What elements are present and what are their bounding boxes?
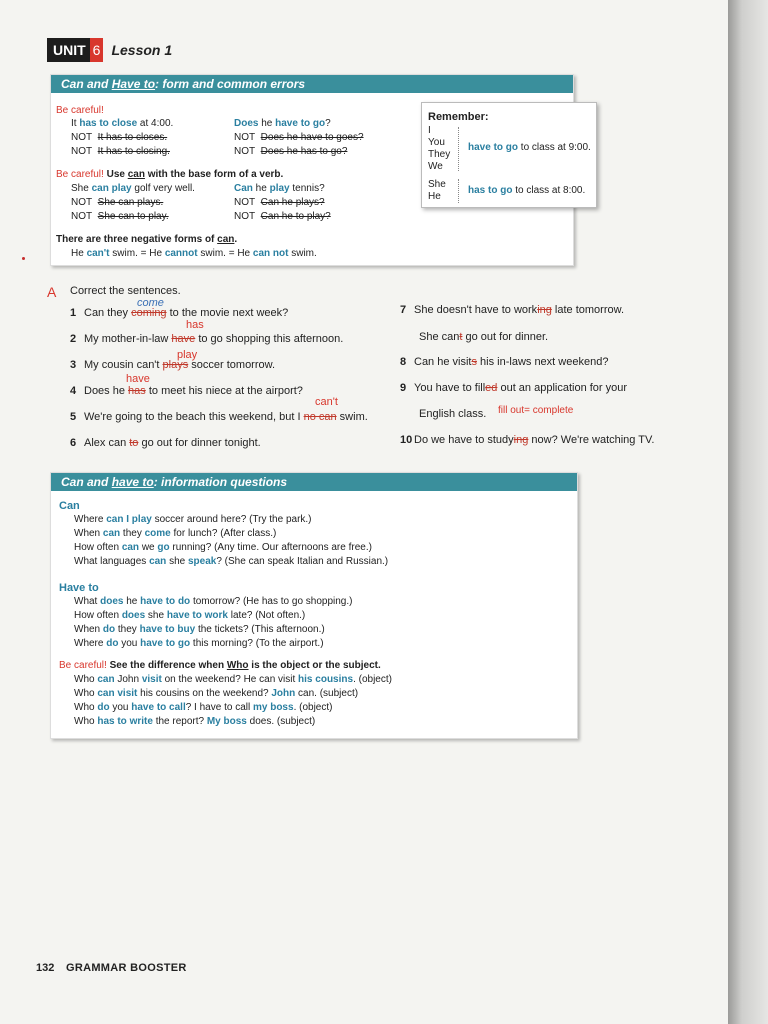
unit-label-box xyxy=(47,38,90,62)
example-has-to-close: It has to close at 4:00. xyxy=(71,118,174,129)
who-example-2: Who can visit his cousins on the weekend? John can. (subject) xyxy=(74,688,359,699)
error-closes: NOT It has to closes. xyxy=(71,132,168,143)
exercise-item-4: 4 Does he has to meet his niece at the airport? xyxy=(70,385,303,397)
who-rule: Be careful! See the difference when Who is the object or the subject. xyxy=(59,660,381,671)
remember-title: Remember: xyxy=(428,111,489,123)
exercise-item-10: 10 Do we have to studying now? We're watching TV. xyxy=(400,434,655,446)
remember-divider xyxy=(458,179,459,203)
have-to-question-2: How often does she have to work late? (Not often.) xyxy=(74,610,306,621)
error-can-he-plays: NOT Can he plays? xyxy=(234,197,325,208)
exercise-item-2: 2 My mother-in-law have to go shopping this afternoon. xyxy=(70,333,344,345)
error-has-to-go: NOT Does he has to go? xyxy=(234,146,348,157)
handwritten-fix-3: play xyxy=(177,349,198,361)
have-to-question-3: When do they have to buy the tickets? (This afternoon.) xyxy=(74,624,325,635)
grammar-box-information-questions xyxy=(50,472,578,739)
who-example-3: Who do you have to call? I have to call my boss. (object) xyxy=(74,702,333,713)
can-question-3: How often can we go running? (Any time. Our afternoons are free.) xyxy=(74,542,372,553)
pronoun-we: We xyxy=(428,161,443,172)
unit-header xyxy=(47,38,172,62)
exercise-item-9-line-2: English class. xyxy=(419,408,487,420)
footer-section-label: GRAMMAR BOOSTER xyxy=(66,962,187,974)
remember-phrase-have-to-go: have to go to class at 9:00. xyxy=(468,142,591,153)
error-closing: NOT It has to closing. xyxy=(71,146,170,157)
exercise-item-7: 7 She doesn't have to working late tomorrow. xyxy=(400,304,625,316)
can-heading: Can xyxy=(59,500,80,512)
example-can-he-play: Can he play tennis? xyxy=(234,183,325,194)
remember-box xyxy=(421,102,597,208)
remember-phrase-has-to-go: has to go to class at 8:00. xyxy=(468,185,586,196)
handwritten-note-fill-out: fill out= complete xyxy=(498,405,574,416)
be-careful-label: Be careful! xyxy=(56,105,104,116)
exercise-item-5: 5 We're going to the beach this weekend, but I no can swim. xyxy=(70,411,368,423)
page-number: 132 xyxy=(36,962,55,974)
example-does-he-have-to-go: Does he have to go? xyxy=(234,118,331,129)
negative-forms-examples: He can't swim. = He cannot swim. = He can not swim. xyxy=(71,248,317,259)
pronoun-he: He xyxy=(428,191,441,202)
pronoun-she: She xyxy=(428,179,446,190)
handwritten-fix-1: come xyxy=(137,297,164,309)
pronoun-they: They xyxy=(428,149,451,160)
exercise-letter: A xyxy=(47,284,57,300)
remember-divider xyxy=(458,127,459,171)
unit-number: 6 xyxy=(90,38,104,62)
exercise-item-9: 9 You have to filled out an application for your xyxy=(400,382,628,394)
error-can-he-to-play: NOT Can he to play? xyxy=(234,211,331,222)
exercise-item-3: 3 My cousin can't plays soccer tomorrow. xyxy=(70,359,276,371)
pronoun-you: You xyxy=(428,137,445,148)
exercise-item-6: 6 Alex can to go out for dinner tonight. xyxy=(70,437,261,449)
book-spine-shadow xyxy=(728,0,768,1024)
negative-forms-heading: There are three negative forms of can. xyxy=(56,234,238,245)
exercise-item-8: 8 Can he visits his in-laws next weekend? xyxy=(400,356,609,368)
rule-base-form: Be careful! Use can with the base form of a verb. xyxy=(56,169,284,180)
handwritten-fix-5: can't xyxy=(315,396,338,408)
error-goes: NOT Does he have to goes? xyxy=(234,132,364,143)
have-to-question-1: What does he have to do tomorrow? (He has to go shopping.) xyxy=(74,596,353,607)
example-can-play: She can play golf very well. xyxy=(71,183,195,194)
pronoun-i: I xyxy=(428,125,431,136)
handwritten-fix-4: have xyxy=(126,373,150,385)
exercise-item-7-line-2: She cant go out for dinner. xyxy=(419,331,549,343)
have-to-question-4: Where do you have to go this morning? (To the airport.) xyxy=(74,638,324,649)
handwritten-fix-2: has xyxy=(186,319,204,331)
can-question-2: When can they come for lunch? (After class.) xyxy=(74,528,277,539)
box-title-form-errors: Can and Have to: form and common errors xyxy=(51,75,573,93)
error-can-to-play: NOT She can to play. xyxy=(71,211,169,222)
can-question-4: What languages can she speak? (She can speak Italian and Russian.) xyxy=(74,556,389,567)
who-example-4: Who has to write the report? My boss does. (subject) xyxy=(74,716,316,727)
exercise-instruction: Correct the sentences. xyxy=(70,285,181,297)
error-can-plays: NOT She can plays. xyxy=(71,197,164,208)
exercise-item-1: 1 Can they coming to the movie next week? xyxy=(70,307,289,319)
lesson-label: Lesson 1 xyxy=(111,42,173,58)
who-example-1: Who can John visit on the weekend? He can visit his cousins. (object) xyxy=(74,674,392,685)
box-title-information-questions: Can and have to: information questions xyxy=(51,473,577,491)
have-to-heading: Have to xyxy=(59,582,99,594)
unit-label: UNIT xyxy=(53,42,86,58)
margin-dot xyxy=(22,257,25,260)
can-question-1: Where can I play soccer around here? (Try the park.) xyxy=(74,514,312,525)
